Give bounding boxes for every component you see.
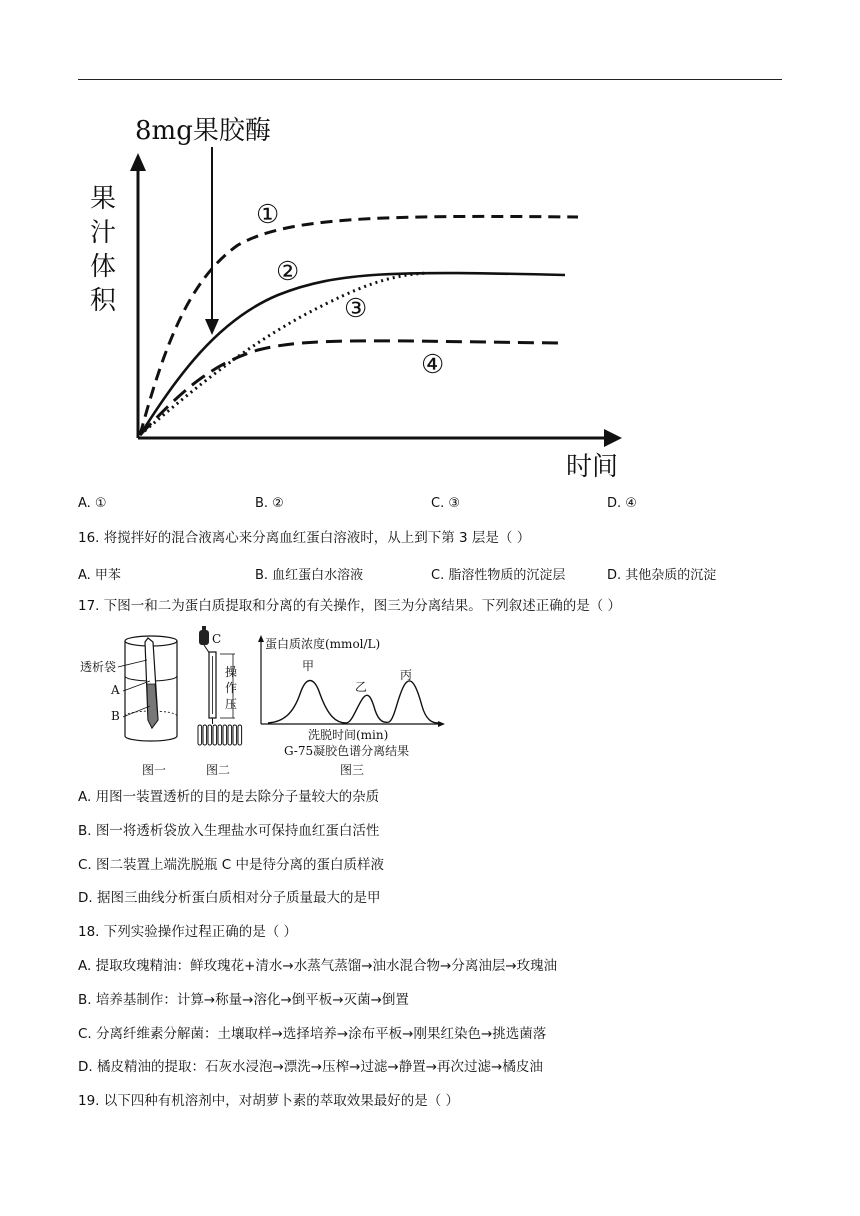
fig3-x-label: 洗脱时间(min) [308, 728, 389, 742]
q17-option-c[interactable]: C. 图二装置上端洗脱瓶 C 中是待分离的蛋白质样液 [78, 857, 385, 873]
pressure-label-3: 压 [225, 697, 238, 711]
label-b: B [111, 709, 120, 723]
beaker-bottom [125, 736, 177, 741]
y-axis-label-4: 积 [90, 286, 117, 316]
y-axis-label-3: 体 [90, 252, 117, 282]
protein-figures [78, 624, 448, 782]
q18-option-d[interactable]: D. 橘皮精油的提取：石灰水浸泡→漂洗→压榨→过滤→静置→再次过滤→橘皮油 [78, 1059, 543, 1075]
q16-option-b[interactable]: B. 血红蛋白水溶液 [255, 568, 364, 583]
x-axis-arrow [604, 429, 622, 447]
fig3-y-arrow [258, 635, 264, 642]
enzyme-arrow-head [205, 319, 219, 335]
peak-label-jia: 甲 [302, 659, 315, 673]
curve-label-3: ③ [344, 294, 368, 324]
q18-option-a[interactable]: A. 提取玫瑰精油：鲜玫瑰花+清水→水蒸气蒸馏→油水混合物→分离油层→玫瑰油 [78, 958, 558, 974]
figure-2-column [198, 626, 242, 777]
enzyme-label: 8mg果胶酶 [135, 116, 271, 146]
figure-1-caption: 图一 [142, 763, 167, 777]
collection-tube [213, 725, 217, 745]
q17-stem: 17. 下图一和二为蛋白质提取和分离的有关操作，图三为分离结果。下列叙述正确的是（ ） [78, 598, 622, 614]
q18-option-b[interactable]: B. 培养基制作：计算→称量→溶化→倒平板→灭菌→倒置 [78, 992, 409, 1008]
q15-option-b[interactable]: B. ② [255, 496, 284, 511]
q15-option-c[interactable]: C. ③ [431, 496, 460, 511]
juice-volume-figure [78, 105, 638, 490]
y-axis-arrow [130, 153, 146, 171]
q18-option-c[interactable]: C. 分离纤维素分解菌：土壤取样→选择培养→涂布平板→刚果红染色→挑选菌落 [78, 1026, 547, 1042]
peak-label-bing: 丙 [400, 668, 413, 682]
figure-1-beaker [80, 636, 177, 777]
figure-2-caption: 图二 [206, 763, 231, 777]
curve-4 [140, 341, 560, 435]
label-c: C [212, 632, 222, 646]
collection-tube [228, 725, 232, 745]
pressure-label-2: 作 [225, 681, 238, 695]
collection-tube [218, 725, 222, 745]
y-axis-label-1: 果 [90, 184, 117, 214]
q17-option-d[interactable]: D. 据图三曲线分析蛋白质相对分子质量最大的是甲 [78, 890, 381, 906]
collection-tube [208, 725, 212, 745]
bottle-cap [202, 626, 206, 631]
q19-stem: 19. 以下四种有机溶剂中，对胡萝卜素的萃取效果最好的是（ ） [78, 1093, 460, 1109]
pressure-label-1: 操 [225, 665, 238, 679]
label-a: A [111, 683, 120, 697]
q16-stem: 16. 将搅拌好的混合液离心来分离血红蛋白溶液时，从上到下第 3 层是（ ） [78, 530, 531, 546]
collection-tubes [198, 725, 242, 745]
fig3-x-arrow [438, 721, 445, 727]
header-rule [78, 79, 782, 80]
curve-1 [140, 216, 578, 435]
bag-label-line [118, 660, 147, 667]
q18-stem: 18. 下列实验操作过程正确的是（ ） [78, 924, 298, 940]
peak-label-yi: 乙 [355, 680, 368, 694]
q15-option-d[interactable]: D. ④ [607, 496, 637, 511]
q17-option-b[interactable]: B. 图一将透析袋放入生理盐水可保持血红蛋白活性 [78, 823, 380, 839]
curve-label-1: ① [256, 200, 280, 230]
collection-tube [233, 725, 237, 745]
figure-3-caption: 图三 [340, 763, 365, 777]
collection-tube [198, 725, 202, 745]
curve-label-2: ② [276, 257, 300, 287]
q16-option-a[interactable]: A. 甲苯 [78, 568, 121, 583]
b-label-line [123, 706, 150, 717]
collection-tube [238, 725, 242, 745]
fig3-subtitle: G-75凝胶色谱分离结果 [284, 744, 410, 758]
figure-3-elution [258, 635, 445, 777]
q16-option-c[interactable]: C. 脂溶性物质的沉淀层 [431, 568, 566, 583]
q17-option-a[interactable]: A. 用图一装置透析的目的是去除分子量较大的杂质 [78, 789, 380, 805]
fig3-y-label: 蛋白质浓度(mmol/L) [265, 637, 381, 651]
curve-label-4: ④ [421, 350, 445, 380]
curve-3 [140, 273, 428, 435]
x-axis-label: 时间 [566, 452, 619, 482]
y-axis-label-2: 汁 [90, 218, 117, 248]
dialysis-bag-label: 透析袋 [80, 660, 117, 674]
q16-option-d[interactable]: D. 其他杂质的沉淀 [607, 568, 717, 583]
elution-curve [268, 681, 438, 724]
collection-tube [223, 725, 227, 745]
a-label-line [123, 681, 150, 691]
elution-bottle-c [199, 630, 209, 645]
q15-option-a[interactable]: A. ① [78, 496, 107, 511]
collection-tube [203, 725, 207, 745]
